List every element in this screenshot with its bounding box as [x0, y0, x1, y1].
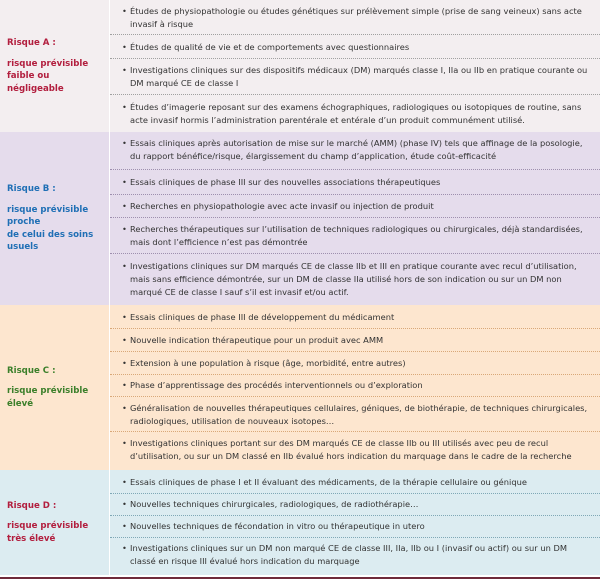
- divider: [110, 194, 600, 195]
- list-item: • Essais cliniques après autorisation de mise sur le marché (AMM) (phase IV) tels que affinage de la posologie, du rapport bénéfice/risque, élargissement du champ d’application, étude coût-efficacité: [122, 137, 592, 163]
- risk-label-cell: [0, 305, 110, 470]
- risk-row-c: [0, 305, 600, 470]
- risk-row-b: [0, 132, 600, 305]
- risk-description: risque prévisible très élevé: [7, 521, 89, 544]
- list-item: • Nouvelles techniques chirurgicales, radiologiques, de radiothérapie…: [122, 498, 592, 511]
- risk-description: risque prévisible élevé: [7, 386, 89, 409]
- risk-label-cell: [0, 132, 110, 305]
- list-item: • Investigations cliniques sur des dispositifs médicaux (DM) marqués classe I, IIa ou IIb en pratique courante ou DM marqué CE de classe I: [122, 64, 592, 90]
- risk-items-cell: [110, 470, 600, 575]
- list-item: • Recherches en physiopathologie avec acte invasif ou injection de produit: [122, 200, 592, 213]
- divider: [110, 169, 600, 170]
- risk-title: Risque A :: [7, 38, 56, 48]
- risk-row-d: [0, 470, 600, 575]
- list-item: • Généralisation de nouvelles thérapeutiques cellulaires, géniques, de biothérapie, de techniques chirurgicales, radiologiques, utilisation de nouveaux isotopes…: [122, 402, 592, 428]
- divider: [110, 431, 600, 432]
- divider: [110, 58, 600, 59]
- risk-row-a: [0, 0, 600, 132]
- list-item: • Phase d’apprentissage des procédés interventionnels ou d’exploration: [122, 379, 592, 392]
- list-item: • Investigations cliniques portant sur des DM marqués CE de classe IIb ou III utilisés avec peu de recul d’utilisation, ou sur un DM classé en IIb évalué hors indication du marquage dans le cadre de la recherche: [122, 437, 592, 463]
- list-item: • Nouvelle indication thérapeutique pour un produit avec AMM: [122, 334, 592, 347]
- divider: [110, 253, 600, 254]
- risk-title: Risque C :: [7, 365, 56, 376]
- risk-items-cell: [110, 132, 600, 305]
- list-item: • Recherches thérapeutiques sur l’utilisation de techniques radiologiques ou chirurgicales, déjà standardisées, mais dont l’efficience n’est pas démontrée: [122, 223, 592, 249]
- risk-title: Risque B :: [7, 184, 56, 195]
- divider: [110, 217, 600, 218]
- list-item: • Études de qualité de vie et de comportements avec questionnaires: [122, 41, 592, 54]
- list-item: • Nouvelles techniques de fécondation in vitro ou thérapeutique in utero: [122, 520, 592, 533]
- list-item: • Essais cliniques de phase I et II évaluant des médicaments, de la thérapie cellulaire ou génique: [122, 476, 592, 489]
- risk-label-cell: [0, 470, 110, 575]
- risk-title: Risque D :: [7, 500, 57, 511]
- divider: [110, 351, 600, 352]
- list-item: • Essais cliniques de phase III sur des nouvelles associations thérapeutiques: [122, 176, 592, 189]
- risk-label-cell: [0, 0, 110, 132]
- divider: [110, 328, 600, 329]
- divider: [110, 374, 600, 375]
- divider: [110, 515, 600, 516]
- risk-description: risque prévisible faible ou négligeable: [7, 58, 89, 94]
- divider: [110, 34, 600, 35]
- divider: [110, 493, 600, 494]
- list-item: • Extension à une population à risque (âge, morbidité, entre autres): [122, 357, 592, 370]
- list-item: • Investigations cliniques sur DM marqués CE de classe IIb et III en pratique courante avec recul d’utilisation, mais sans efficience démontrée, sur un DM de classe IIa utilisé hors de son indication ou sur un DM non marqué CE de classe I sauf s’il est invasif et/ou actif.: [122, 260, 592, 299]
- divider: [110, 396, 600, 397]
- list-item: • Études de physiopathologie ou études génétiques sur prélèvement simple (prise de sang veineux) sans acte invasif à risque: [122, 5, 592, 31]
- divider: [110, 94, 600, 95]
- list-item: • Investigations cliniques sur un DM non marqué CE de classe III, IIa, IIb ou I (invasif ou actif) ou sur un DM classé en risque III évalué hors indication du marquage: [122, 542, 592, 568]
- list-item: • Études d’imagerie reposant sur des examens échographiques, radiologiques ou isotopiques de routine, sans acte invasif hormis l’administration parentérale et entérale d’un produit communément utilisé.: [122, 101, 592, 127]
- divider: [110, 537, 600, 538]
- risk-items-cell: [110, 305, 600, 470]
- risk-description: risque prévisible proche de celui des soins usuels: [7, 204, 94, 253]
- risk-items-cell: [110, 0, 600, 132]
- list-item: • Essais cliniques de phase III de développement du médicament: [122, 311, 592, 324]
